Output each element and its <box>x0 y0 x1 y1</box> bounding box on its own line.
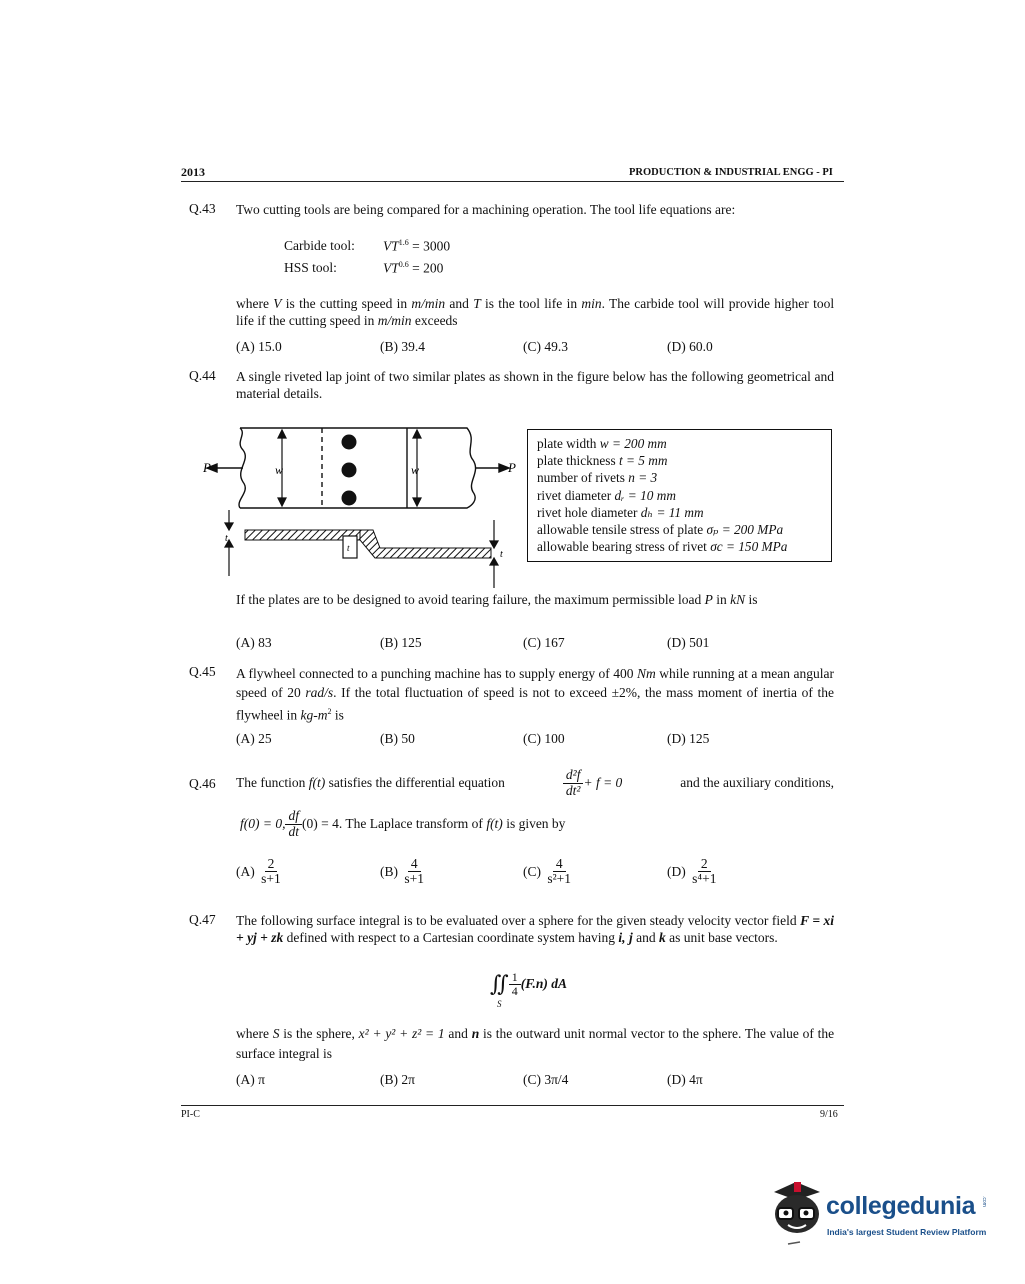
q46-cond-fraction: $\frac{df}{dt}$ <box>285 809 302 838</box>
footer-page: 9/16 <box>820 1109 838 1120</box>
q45-number: Q.45 <box>189 664 216 679</box>
q45-text: A flywheel connected to a punching machine has to supply energy of 400 Nm while running at a mean angular speed of 20 rad/s. If the total fluctuation of speed is not to exceed ±2%, the mass moment of inertia of the flywheel in $kg-m^2$ is <box>236 666 835 723</box>
q46-option-b: (B) $\frac{4}{s+1}$ <box>380 856 424 887</box>
q47-option-c: (C) 3π/4 <box>523 1072 569 1087</box>
header-year: 2013 <box>181 165 205 179</box>
q43-text2: where V is the cutting speed in m/min and T is the tool life in min. The carbide tool will provide higher tool life if the cutting speed in m/min exceeds <box>236 296 835 328</box>
logo-suffix: .com <box>981 1196 987 1207</box>
q46-option-c: (C) $\frac{4}{\text{s²+1}}$ <box>523 856 572 887</box>
q43-carbide-eq: $VT^{1.6} = 3000$ <box>383 238 451 254</box>
header-rule <box>181 181 844 182</box>
detail-bearing-stress: allowable bearing stress of rivet σc = 150 MPa <box>537 539 788 555</box>
q47-option-b: (B) 2π <box>380 1072 415 1087</box>
thickness-label-right: t <box>500 549 503 560</box>
rivet-section-label: t <box>347 543 350 553</box>
load-arrows <box>207 464 509 472</box>
q45-option-b: (B) 50 <box>380 731 415 746</box>
footer-code: PI-C <box>181 1109 200 1120</box>
footer-rule <box>181 1105 844 1106</box>
q43-option-d: (D) 60.0 <box>667 339 713 354</box>
q43-hss-label: HSS tool: <box>284 260 337 275</box>
riveted-joint-figure <box>195 420 525 592</box>
q43-option-c: (C) 49.3 <box>523 339 568 354</box>
q43-carbide-label: Carbide tool: <box>284 238 355 253</box>
q46-text: The function f(t) satisfies the differential equation $\frac{\text{d²f}}{\text{dt²}}$ + f = 0 and the auxiliary conditions, <box>236 767 834 798</box>
width-label-right: w <box>411 463 420 477</box>
q44-option-c: (C) 167 <box>523 635 565 650</box>
q47-text2: where S is the sphere, x² + y² + z² = 1 and n is the outward unit normal vector to the sphere. The value of the surface integral is <box>236 1026 835 1061</box>
q47-option-a: (A) π <box>236 1072 265 1087</box>
rivet-3 <box>342 491 357 506</box>
rivet-1 <box>342 435 357 450</box>
thickness-label-left: t <box>225 533 228 544</box>
q47-text: The following surface integral is to be evaluated over a sphere for the given steady velocity vector field F = xi + yj + zk defined with respect to a Cartesian coordinate system having i, j and k as unit base vectors. <box>236 913 834 945</box>
header-subject: PRODUCTION & INDUSTRIAL ENGG - PI <box>629 167 833 178</box>
q44-option-b: (B) 125 <box>380 635 422 650</box>
q45-option-c: (C) 100 <box>523 731 565 746</box>
q46-option-a: (A) $\frac{2}{s+1}$ <box>236 856 281 887</box>
q46-option-d: (D) $\frac{2}{\text{s⁴+1}}$ <box>667 856 717 887</box>
double-integral-symbol: ∬ S <box>490 971 509 1009</box>
q44-number: Q.44 <box>189 368 216 383</box>
q43-hss-eq: $VT^{0.6} = 200$ <box>383 260 444 276</box>
q47-number: Q.47 <box>189 912 216 927</box>
q43-option-b: (B) 39.4 <box>380 339 425 354</box>
detail-rivet-diameter: rivet diameter dᵣ = 10 mm <box>537 487 676 503</box>
q44-question: If the plates are to be designed to avoid tearing failure, the maximum permissible load P in kN is <box>236 592 758 607</box>
logo-tagline: India's largest Student Review Platform <box>827 1227 987 1237</box>
q47-integral: ∬ S $\frac{1}{4}$ (F.n) dA <box>490 969 568 1009</box>
q44-option-a: (A) 83 <box>236 635 272 650</box>
q43-option-a: (A) 15.0 <box>236 339 282 354</box>
detail-tensile-stress: allowable tensile stress of plate σₚ = 200 MPa <box>537 522 784 538</box>
q44-text: A single riveted lap joint of two similar plates as shown in the figure below has the following geometrical and material details. <box>236 369 834 401</box>
load-label-right: P <box>508 460 516 475</box>
rivet-2 <box>342 463 357 478</box>
q45-option-d: (D) 125 <box>667 731 710 746</box>
load-label-left: P <box>203 460 211 475</box>
q43-text: Two cutting tools are being compared for a machining operation. The tool life equations are: <box>236 202 736 217</box>
q46-eq-fraction: $\frac{\text{d²f}}{\text{dt²}}$ <box>563 768 584 797</box>
width-label-left: w <box>275 463 284 477</box>
rivet-section <box>343 536 357 558</box>
detail-number-of-rivets: number of rivets n = 3 <box>537 470 658 486</box>
mascot-icon <box>766 1178 828 1248</box>
q47-option-d: (D) 4π <box>667 1072 703 1087</box>
logo-name: collegedunia <box>826 1192 976 1220</box>
q45-option-a: (A) 25 <box>236 731 272 746</box>
detail-rivet-hole-diameter: rivet hole diameter dₕ = 11 mm <box>537 504 704 520</box>
q44-option-d: (D) 501 <box>667 635 710 650</box>
collegedunia-logo <box>766 1178 996 1248</box>
q46-conditions: f(0) = 0, $\frac{df}{dt}$ (0) = 4 . The Laplace transform of f(t) is given by <box>240 808 566 839</box>
detail-plate-width: plate width w = 200 mm <box>537 436 667 451</box>
plate-section-view <box>245 530 491 558</box>
q43-number: Q.43 <box>189 201 216 216</box>
q46-number: Q.46 <box>189 776 216 791</box>
detail-plate-thickness: plate thickness t = 5 mm <box>537 453 668 469</box>
q44-details-box <box>527 429 832 562</box>
